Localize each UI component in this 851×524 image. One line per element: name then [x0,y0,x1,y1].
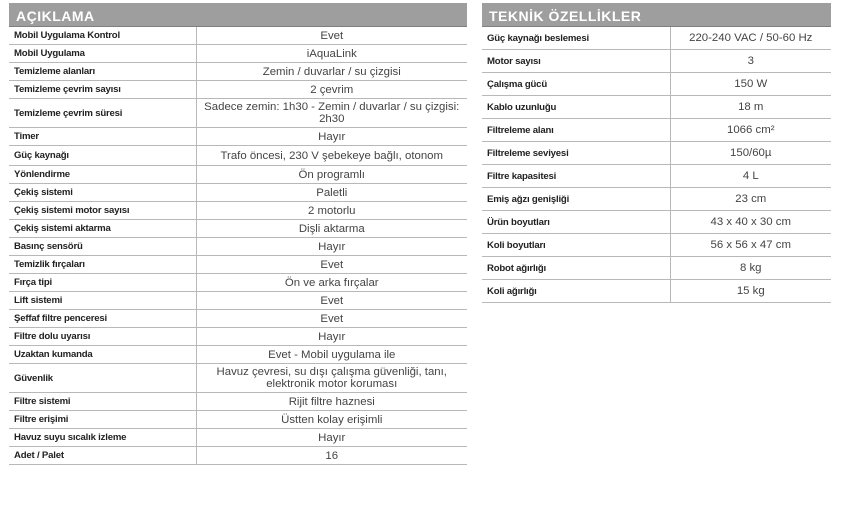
table-row [9,45,467,63]
table-row [9,364,467,393]
table-row [482,188,831,211]
row-value: 15 kg [670,280,831,303]
row-label: Lift sistemi [9,292,196,310]
row-label: Filtreleme alanı [482,119,670,142]
row-value: 2 çevrim [196,81,467,99]
row-value: Hayır [196,328,467,346]
row-label: Timer [9,128,196,146]
table-row [482,257,831,280]
row-label: Çekiş sistemi motor sayısı [9,202,196,220]
row-label: Güvenlik [9,364,196,393]
table-row [482,119,831,142]
table-row [9,220,467,238]
row-value: 3 [670,50,831,73]
table-row [9,393,467,411]
table-row [9,292,467,310]
table-row [9,346,467,364]
row-value: Trafo öncesi, 230 V şebekeye bağlı, otonom [196,146,467,166]
table-row [482,50,831,73]
table-row [9,238,467,256]
row-label: Çalışma gücü [482,73,670,96]
table-row [9,184,467,202]
row-value: Evet [196,292,467,310]
row-label: Motor sayısı [482,50,670,73]
row-value: Hayır [196,238,467,256]
table-row [9,429,467,447]
row-value: Paletli [196,184,467,202]
row-label: Mobil Uygulama [9,45,196,63]
row-value: 150/60µ [670,142,831,165]
table-row [482,165,831,188]
row-label: Güç kaynağı [9,146,196,166]
row-value: Ön programlı [196,166,467,184]
row-value: Evet [196,256,467,274]
technical-specs-table [482,27,831,303]
row-value: Sadece zemin: 1h30 - Zemin / duvarlar / su çizgisi: 2h30 [196,99,467,128]
row-label: Çekiş sistemi [9,184,196,202]
table-row [482,96,831,119]
row-value: Üstten kolay erişimli [196,411,467,429]
row-label: Havuz suyu sıcalık izleme [9,429,196,447]
description-panel [9,3,467,465]
table-row [9,328,467,346]
row-label: Filtre sistemi [9,393,196,411]
row-label: Koli ağırlığı [482,280,670,303]
row-value: Evet - Mobil uygulama ile [196,346,467,364]
row-value: Evet [196,310,467,328]
row-label: Filtre kapasitesi [482,165,670,188]
row-value: Zemin / duvarlar / su çizgisi [196,63,467,81]
row-label: Güç kaynağı beslemesi [482,27,670,50]
row-label: Robot ağırlığı [482,257,670,280]
description-header: AÇIKLAMA [9,3,467,27]
table-row [482,73,831,96]
row-value: 2 motorlu [196,202,467,220]
table-row [482,142,831,165]
row-value: 150 W [670,73,831,96]
row-value: 16 [196,447,467,465]
row-label: Fırça tipi [9,274,196,292]
row-value: 220-240 VAC / 50-60 Hz [670,27,831,50]
row-label: Temizleme çevrim sayısı [9,81,196,99]
row-value: Dişli aktarma [196,220,467,238]
row-label: Şeffaf filtre penceresi [9,310,196,328]
row-value: 1066 cm² [670,119,831,142]
table-row [9,63,467,81]
row-label: Temizleme alanları [9,63,196,81]
table-row [9,146,467,166]
row-label: Emiş ağzı genişliği [482,188,670,211]
row-value: Hayır [196,429,467,447]
row-label: Filtre dolu uyarısı [9,328,196,346]
row-label: Adet / Palet [9,447,196,465]
row-label: Koli boyutları [482,234,670,257]
table-row [9,310,467,328]
table-row [482,211,831,234]
row-label: Temizleme çevrim süresi [9,99,196,128]
table-row [9,274,467,292]
table-row [482,234,831,257]
table-row [482,27,831,50]
row-label: Mobil Uygulama Kontrol [9,27,196,45]
row-value: 43 x 40 x 30 cm [670,211,831,234]
row-value: 23 cm [670,188,831,211]
row-value: Rijit filtre haznesi [196,393,467,411]
row-label: Kablo uzunluğu [482,96,670,119]
description-table [9,27,467,465]
table-row [9,202,467,220]
row-label: Temizlik fırçaları [9,256,196,274]
row-value: iAquaLink [196,45,467,63]
row-label: Basınç sensörü [9,238,196,256]
row-value: Ön ve arka fırçalar [196,274,467,292]
row-label: Uzaktan kumanda [9,346,196,364]
row-value: Hayır [196,128,467,146]
table-row [9,256,467,274]
row-value: 4 L [670,165,831,188]
row-label: Yönlendirme [9,166,196,184]
row-value: Havuz çevresi, su dışı çalışma güvenliği, tanı, elektronik motor koruması [196,364,467,393]
row-value: 18 m [670,96,831,119]
technical-specs-panel [482,3,831,303]
row-value: 8 kg [670,257,831,280]
row-value: Evet [196,27,467,45]
row-label: Çekiş sistemi aktarma [9,220,196,238]
table-row [482,280,831,303]
row-label: Filtreleme seviyesi [482,142,670,165]
table-row [9,411,467,429]
row-value: 56 x 56 x 47 cm [670,234,831,257]
table-row [9,166,467,184]
table-row [9,27,467,45]
row-label: Filtre erişimi [9,411,196,429]
table-row [9,447,467,465]
table-row [9,99,467,128]
row-label: Ürün boyutları [482,211,670,234]
table-row [9,81,467,99]
technical-specs-header: TEKNİK ÖZELLİKLER [482,3,831,27]
table-row [9,128,467,146]
